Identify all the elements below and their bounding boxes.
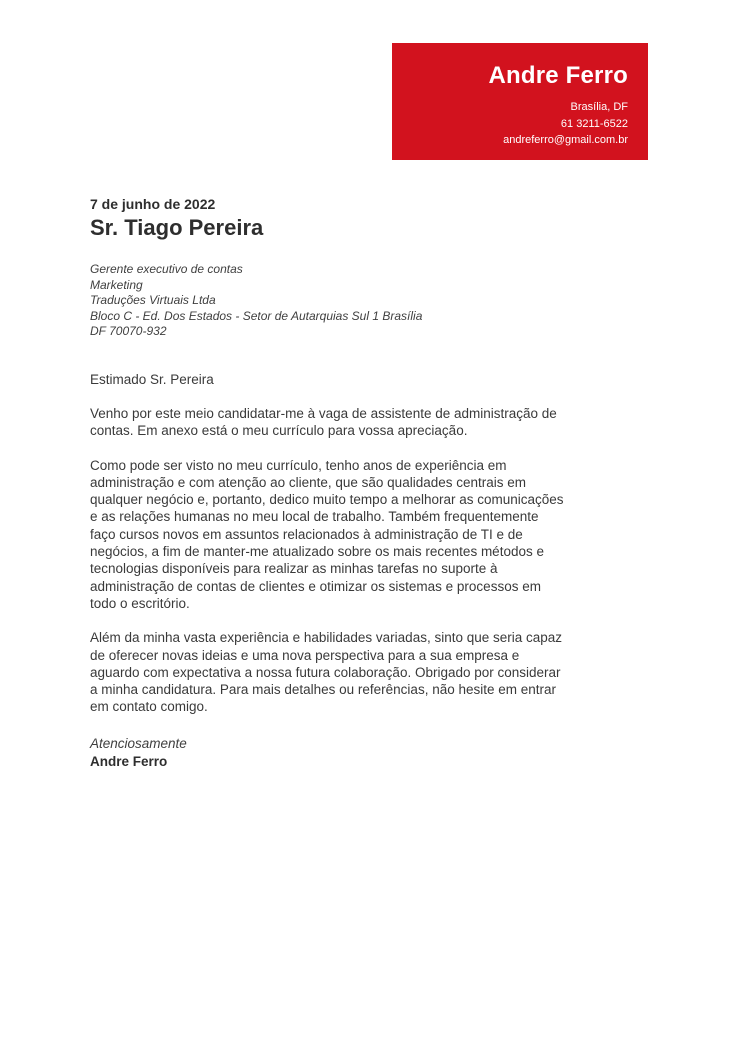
- closing-valediction: Atenciosamente: [90, 735, 187, 751]
- letter-date: 7 de junho de 2022: [90, 196, 216, 212]
- recipient-postal-code: DF 70070-932: [90, 324, 167, 338]
- signature-name: Andre Ferro: [90, 753, 168, 769]
- contact-header-card: [392, 43, 648, 160]
- sender-email: andreferro@gmail.com.br: [503, 134, 628, 147]
- recipient-details: [90, 262, 564, 340]
- recipient-title: Gerente executivo de contas: [90, 262, 243, 276]
- recipient-department: Marketing: [90, 277, 143, 292]
- letter-body: [90, 195, 564, 770]
- salutation: Estimado Sr. Pereira: [90, 371, 214, 387]
- recipient-address: Bloco C - Ed. Dos Estados - Setor de Autarquias Sul 1 Brasília: [90, 308, 423, 323]
- recipient-name: Sr. Tiago Pereira: [90, 215, 264, 240]
- sender-name: Andre Ferro: [488, 62, 628, 89]
- sender-phone: 61 3211-6522: [560, 117, 628, 130]
- paragraph-closing-remarks: Além da minha vasta experiência e habilidades variadas, sinto que seria capaz de oferecer novas ideias e uma nova perspectiva para a sua empresa e aguardo com expectativa a nossa futura colaboração. Obrigado por considerar a minha candidatura. Para mais detalhes ou referências, não hesite em entrar em contato comigo.: [90, 630, 563, 715]
- sender-location: Brasília, DF: [570, 101, 628, 114]
- paragraph-intro: Venho por este meio candidatar-me à vaga de assistente de administração de contas. Em anexo está o meu currículo para vossa apreciação.: [90, 406, 557, 439]
- recipient-company: Traduções Virtuais Ltda: [90, 293, 216, 307]
- paragraph-experience: Como pode ser visto no meu currículo, tenho anos de experiência em administração e com atenção ao cliente, que são qualidades centrais em qualquer negócio e, portanto, dedico muito tempo a melhorar as comunicações e as relações humanas no meu local de trabalho. Também frequentemente faço cursos novos em assuntos relacionados à administração de TI e de negócios, a fim de manter-me atualizado sobre os mais recentes métodos e tecnologias disponíveis para realizar as minhas tarefas no suporte à administração de contas de clientes e otimizar os sistemas e processos em todo o escritório.: [90, 457, 564, 611]
